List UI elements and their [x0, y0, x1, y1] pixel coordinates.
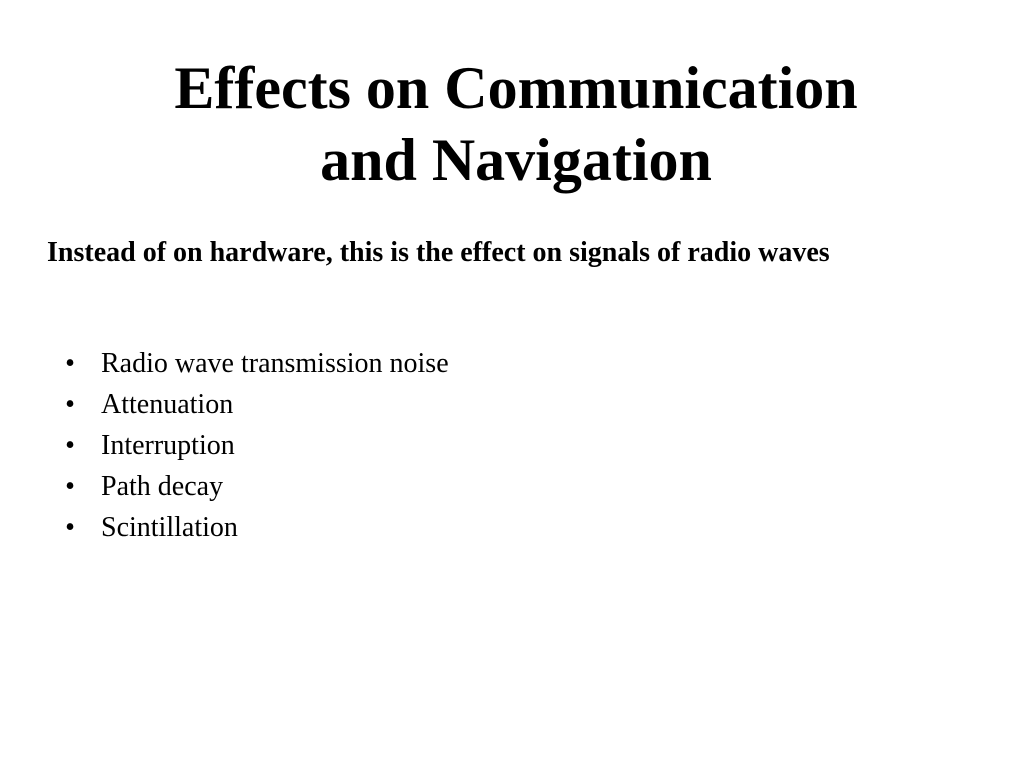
bullet-icon: • — [65, 430, 75, 461]
slide-title-line-2: and Navigation — [320, 127, 712, 193]
bullet-text: Attenuation — [101, 389, 234, 420]
bullet-icon: • — [65, 389, 75, 420]
bullet-text: Path decay — [101, 471, 224, 502]
slide-title — [0, 52, 1024, 196]
bullet-text: Scintillation — [101, 512, 238, 543]
bullet-item — [60, 425, 449, 466]
bullet-item — [60, 384, 449, 425]
bullet-item — [60, 507, 449, 548]
bullet-text: Radio wave transmission noise — [101, 348, 449, 379]
slide-title-line-1: Effects on Communication — [174, 55, 858, 121]
bullet-icon: • — [65, 512, 75, 543]
bullet-list — [60, 343, 449, 548]
bullet-icon: • — [65, 348, 75, 379]
bullet-item — [60, 466, 449, 507]
bullet-icon: • — [65, 471, 75, 502]
intro-text: Instead of on hardware, this is the effect on signals of radio waves — [47, 237, 830, 268]
bullet-text: Interruption — [101, 430, 235, 461]
bullet-item — [60, 343, 449, 384]
